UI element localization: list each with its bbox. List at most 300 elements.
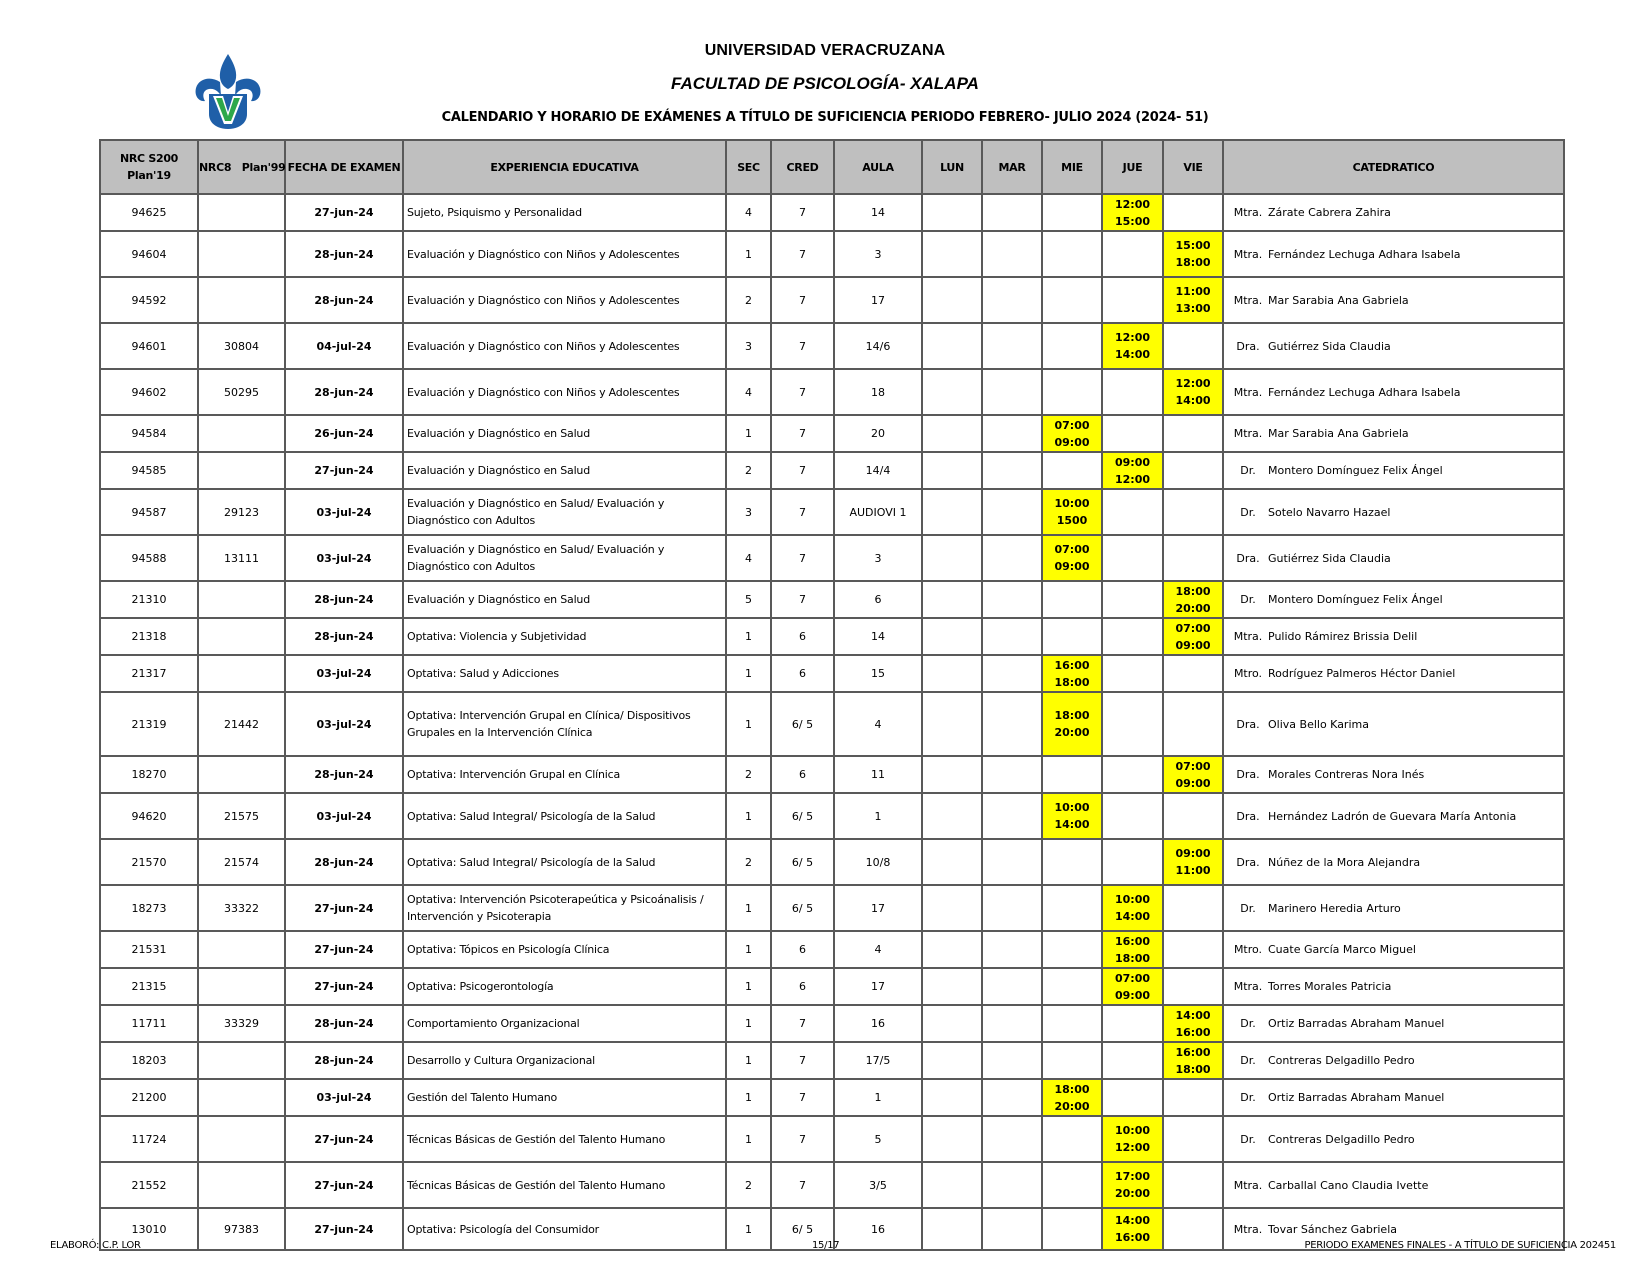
col-header-teacher: CATEDRATICO: [1223, 140, 1564, 194]
exam-end-time: 09:00: [1175, 638, 1211, 652]
cell-teacher: [1223, 231, 1564, 277]
cell-exam-time-jue: [1102, 452, 1163, 489]
cell-nrc-plan99: 13111: [198, 535, 285, 581]
exam-end-time: 13:00: [1175, 302, 1211, 315]
cell-nrc-plan99: [198, 277, 285, 323]
cell-exam-date: 27-jun-24: [285, 885, 403, 931]
cell-day-vie: [1163, 1079, 1223, 1116]
cell-day-mie: [1042, 968, 1102, 1005]
teacher-title: Dra.: [1236, 809, 1260, 823]
cell-day-lun: [922, 968, 982, 1005]
teacher-title: Dr.: [1240, 505, 1256, 519]
exam-start-time: 07:00: [1114, 971, 1150, 985]
table-row: [100, 194, 1564, 231]
cell-classroom: 4: [834, 692, 922, 756]
cell-nrc-plan99: 33322: [198, 885, 285, 931]
cell-section: 4: [726, 369, 771, 415]
table-row: [100, 1116, 1564, 1162]
cell-credits: 6: [771, 756, 834, 793]
teacher-title: Mtra.: [1233, 293, 1263, 307]
cell-exam-date: 03-jul-24: [285, 489, 403, 535]
cell-day-mar: [982, 1042, 1042, 1079]
cell-day-mar: [982, 369, 1042, 415]
exam-end-time: 14:00: [1114, 348, 1150, 361]
col-header-section: SEC: [726, 140, 771, 194]
cell-exam-date: 04-jul-24: [285, 323, 403, 369]
teacher-title: Dr.: [1240, 1132, 1256, 1146]
cell-day-mie: [1042, 277, 1102, 323]
cell-exam-time-mie: [1042, 793, 1102, 839]
cell-day-lun: [922, 535, 982, 581]
cell-nrc-plan19: 21317: [100, 655, 198, 692]
cell-teacher: [1223, 489, 1564, 535]
teacher-name: Fernández Lechuga Adhara Isabela: [1268, 247, 1461, 261]
cell-exam-date: 28-jun-24: [285, 756, 403, 793]
table-row: [100, 692, 1564, 756]
teacher-name: Cuate García Marco Miguel: [1268, 943, 1416, 956]
table-row: [100, 452, 1564, 489]
cell-day-mie: [1042, 452, 1102, 489]
cell-section: 1: [726, 1116, 771, 1162]
cell-day-jue: [1102, 839, 1163, 885]
teacher-title: Dra.: [1236, 855, 1260, 869]
cell-classroom: 5: [834, 1116, 922, 1162]
cell-teacher: [1223, 1005, 1564, 1042]
table-row: [100, 581, 1564, 618]
cell-nrc-plan99: 21574: [198, 839, 285, 885]
cell-day-mar: [982, 415, 1042, 452]
cell-section: 1: [726, 1079, 771, 1116]
cell-credits: 6/ 5: [771, 839, 834, 885]
table-row: [100, 369, 1564, 415]
exam-start-time: 07:00: [1175, 621, 1211, 635]
cell-day-mar: [982, 885, 1042, 931]
exam-start-time: 09:00: [1175, 847, 1211, 860]
cell-classroom: 14: [834, 618, 922, 655]
cell-course: Técnicas Básicas de Gestión del Talento Humano: [403, 1116, 726, 1162]
col-header-exam-date: FECHA DE EXAMEN: [285, 140, 403, 194]
cell-course: Optativa: Violencia y Subjetividad: [403, 618, 726, 655]
cell-credits: 7: [771, 489, 834, 535]
cell-exam-time-vie: [1163, 618, 1223, 655]
cell-nrc-plan19: 21531: [100, 931, 198, 968]
exam-start-time: 11:00: [1175, 285, 1211, 298]
cell-classroom: 17: [834, 968, 922, 1005]
cell-day-lun: [922, 1005, 982, 1042]
teacher-title: Mtra.: [1233, 980, 1263, 993]
cell-day-jue: [1102, 231, 1163, 277]
cell-nrc-plan99: [198, 968, 285, 1005]
cell-exam-time-jue: [1102, 931, 1163, 968]
cell-section: 1: [726, 885, 771, 931]
cell-day-vie: [1163, 692, 1223, 756]
cell-day-mie: [1042, 618, 1102, 655]
teacher-name: Mar Sarabia Ana Gabriela: [1268, 427, 1409, 440]
cell-nrc-plan19: 18270: [100, 756, 198, 793]
teacher-name: Contreras Delgadillo Pedro: [1268, 1132, 1415, 1146]
teacher-title: Mtra.: [1233, 630, 1263, 643]
cell-day-mar: [982, 581, 1042, 618]
cell-nrc-plan99: 21575: [198, 793, 285, 839]
cell-day-vie: [1163, 655, 1223, 692]
cell-day-lun: [922, 489, 982, 535]
cell-exam-date: 28-jun-24: [285, 839, 403, 885]
cell-exam-date: 28-jun-24: [285, 581, 403, 618]
cell-nrc-plan19: 21318: [100, 618, 198, 655]
table-header-row: [100, 140, 1564, 194]
exam-end-time: 18:00: [1175, 1062, 1211, 1076]
cell-day-lun: [922, 1208, 982, 1250]
cell-course: Evaluación y Diagnóstico con Niños y Adolescentes: [403, 277, 726, 323]
cell-exam-date: 03-jul-24: [285, 1079, 403, 1116]
cell-teacher: [1223, 194, 1564, 231]
exam-end-time: 18:00: [1175, 256, 1211, 269]
exam-end-time: 14:00: [1175, 394, 1211, 407]
cell-credits: 7: [771, 581, 834, 618]
cell-section: 5: [726, 581, 771, 618]
exam-start-time: 07:00: [1175, 759, 1211, 773]
exam-start-time: 10:00: [1054, 497, 1090, 510]
exam-start-time: 09:00: [1114, 455, 1150, 469]
exam-schedule-table: [99, 139, 1565, 1251]
col-header-nrc-plan99: NRC8 Plan'99: [198, 140, 285, 194]
cell-day-lun: [922, 692, 982, 756]
exam-start-time: 17:00: [1114, 1170, 1150, 1183]
cell-day-mar: [982, 968, 1042, 1005]
col-header-wednesday: MIE: [1042, 140, 1102, 194]
cell-day-jue: [1102, 756, 1163, 793]
cell-exam-time-vie: [1163, 1042, 1223, 1079]
table-row: [100, 1162, 1564, 1208]
faculty-name: FACULTAD DE PSICOLOGÍA- XALAPA: [671, 74, 979, 93]
cell-day-mar: [982, 535, 1042, 581]
exam-end-time: 15:00: [1114, 214, 1150, 228]
cell-exam-date: 28-jun-24: [285, 618, 403, 655]
cell-classroom: 3/5: [834, 1162, 922, 1208]
cell-exam-date: 26-jun-24: [285, 415, 403, 452]
teacher-title: Mtra.: [1233, 385, 1263, 399]
cell-nrc-plan99: [198, 1042, 285, 1079]
cell-exam-time-vie: [1163, 581, 1223, 618]
col-header-classroom: AULA: [834, 140, 922, 194]
exam-start-time: 12:00: [1175, 377, 1211, 390]
cell-course: Optativa: Salud Integral/ Psicología de la Salud: [403, 839, 726, 885]
cell-classroom: 14/6: [834, 323, 922, 369]
exam-start-time: 15:00: [1175, 239, 1211, 252]
cell-teacher: [1223, 369, 1564, 415]
cell-teacher: [1223, 885, 1564, 931]
exam-end-time: 11:00: [1175, 864, 1211, 877]
cell-day-mie: [1042, 839, 1102, 885]
cell-teacher: [1223, 581, 1564, 618]
cell-day-jue: [1102, 489, 1163, 535]
cell-teacher: [1223, 793, 1564, 839]
cell-nrc-plan19: 21570: [100, 839, 198, 885]
cell-classroom: AUDIOVI 1: [834, 489, 922, 535]
table-row: [100, 489, 1564, 535]
cell-course: Evaluación y Diagnóstico en Salud/ Evaluación y Diagnóstico con Adultos: [403, 489, 726, 535]
cell-credits: 7: [771, 231, 834, 277]
cell-teacher: [1223, 1042, 1564, 1079]
exam-end-time: 09:00: [1175, 776, 1211, 790]
cell-credits: 7: [771, 415, 834, 452]
cell-day-mie: [1042, 194, 1102, 231]
cell-day-vie: [1163, 194, 1223, 231]
exam-end-time: 16:00: [1114, 1231, 1150, 1244]
teacher-name: Sotelo Navarro Hazael: [1268, 505, 1391, 519]
teacher-title: Dra.: [1236, 551, 1260, 565]
cell-teacher: [1223, 1162, 1564, 1208]
teacher-name: Morales Contreras Nora Inés: [1268, 768, 1425, 781]
table-row: [100, 277, 1564, 323]
cell-day-mar: [982, 277, 1042, 323]
exam-start-time: 16:00: [1114, 934, 1150, 948]
cell-classroom: 20: [834, 415, 922, 452]
cell-exam-date: 27-jun-24: [285, 194, 403, 231]
exam-start-time: 10:00: [1114, 893, 1150, 906]
cell-nrc-plan19: 21200: [100, 1079, 198, 1116]
cell-course: Optativa: Tópicos en Psicología Clínica: [403, 931, 726, 968]
cell-day-jue: [1102, 793, 1163, 839]
cell-day-vie: [1163, 452, 1223, 489]
cell-section: 2: [726, 839, 771, 885]
cell-section: 1: [726, 655, 771, 692]
table-row: [100, 1079, 1564, 1116]
cell-section: 1: [726, 968, 771, 1005]
cell-exam-date: 28-jun-24: [285, 369, 403, 415]
cell-classroom: 3: [834, 231, 922, 277]
cell-day-mar: [982, 194, 1042, 231]
cell-day-lun: [922, 931, 982, 968]
cell-nrc-plan19: 18273: [100, 885, 198, 931]
teacher-name: Gutiérrez Sida Claudia: [1268, 551, 1391, 565]
cell-exam-date: 28-jun-24: [285, 1005, 403, 1042]
cell-credits: 7: [771, 1079, 834, 1116]
exam-end-time: 20:00: [1054, 726, 1090, 739]
cell-day-lun: [922, 1079, 982, 1116]
cell-day-mar: [982, 793, 1042, 839]
cell-exam-time-vie: [1163, 756, 1223, 793]
cell-exam-date: 03-jul-24: [285, 655, 403, 692]
exam-start-time: 14:00: [1114, 1214, 1150, 1227]
cell-classroom: 3: [834, 535, 922, 581]
cell-day-vie: [1163, 415, 1223, 452]
cell-classroom: 6: [834, 581, 922, 618]
cell-day-mie: [1042, 323, 1102, 369]
cell-day-mar: [982, 1079, 1042, 1116]
cell-exam-time-jue: [1102, 1116, 1163, 1162]
cell-credits: 7: [771, 277, 834, 323]
cell-nrc-plan99: [198, 756, 285, 793]
cell-teacher: [1223, 452, 1564, 489]
cell-course: Gestión del Talento Humano: [403, 1079, 726, 1116]
cell-section: 4: [726, 194, 771, 231]
cell-day-jue: [1102, 581, 1163, 618]
teacher-name: Gutiérrez Sida Claudia: [1268, 339, 1391, 353]
table-row: [100, 1042, 1564, 1079]
cell-teacher: [1223, 323, 1564, 369]
cell-section: 2: [726, 756, 771, 793]
exam-end-time: 16:00: [1175, 1025, 1211, 1039]
table-row: [100, 839, 1564, 885]
cell-day-lun: [922, 885, 982, 931]
cell-credits: 7: [771, 535, 834, 581]
cell-nrc-plan19: 21552: [100, 1162, 198, 1208]
cell-day-mar: [982, 489, 1042, 535]
cell-nrc-plan19: 18203: [100, 1042, 198, 1079]
cell-exam-time-jue: [1102, 1208, 1163, 1250]
cell-credits: 6/ 5: [771, 692, 834, 756]
cell-course: Técnicas Básicas de Gestión del Talento Humano: [403, 1162, 726, 1208]
cell-classroom: 16: [834, 1005, 922, 1042]
cell-exam-time-vie: [1163, 277, 1223, 323]
cell-nrc-plan99: [198, 931, 285, 968]
teacher-title: Mtra.: [1233, 206, 1263, 219]
cell-classroom: 16: [834, 1208, 922, 1250]
cell-nrc-plan19: 94585: [100, 452, 198, 489]
cell-nrc-plan99: [198, 655, 285, 692]
cell-day-lun: [922, 323, 982, 369]
cell-nrc-plan99: [198, 581, 285, 618]
cell-exam-time-jue: [1102, 194, 1163, 231]
cell-nrc-plan19: 21310: [100, 581, 198, 618]
cell-teacher: [1223, 415, 1564, 452]
cell-nrc-plan19: 94604: [100, 231, 198, 277]
teacher-name: Ortiz Barradas Abraham Manuel: [1268, 1017, 1445, 1030]
cell-day-lun: [922, 839, 982, 885]
cell-credits: 7: [771, 1116, 834, 1162]
cell-nrc-plan99: [198, 1079, 285, 1116]
cell-teacher: [1223, 1116, 1564, 1162]
exam-end-time: 14:00: [1114, 910, 1150, 923]
cell-day-vie: [1163, 1162, 1223, 1208]
cell-course: Optativa: Salud Integral/ Psicología de la Salud: [403, 793, 726, 839]
teacher-title: Mtro.: [1233, 667, 1263, 680]
cell-teacher: [1223, 1079, 1564, 1116]
table-row: [100, 968, 1564, 1005]
teacher-name: Mar Sarabia Ana Gabriela: [1268, 293, 1409, 307]
cell-teacher: [1223, 756, 1564, 793]
cell-day-vie: [1163, 968, 1223, 1005]
cell-exam-time-vie: [1163, 231, 1223, 277]
teacher-title: Dr.: [1240, 593, 1256, 606]
col-header-course: EXPERIENCIA EDUCATIVA: [403, 140, 726, 194]
cell-course: Optativa: Salud y Adicciones: [403, 655, 726, 692]
cell-nrc-plan19: 94625: [100, 194, 198, 231]
cell-exam-date: 27-jun-24: [285, 1208, 403, 1250]
table-row: [100, 535, 1564, 581]
cell-day-mie: [1042, 369, 1102, 415]
cell-teacher: [1223, 931, 1564, 968]
teacher-name: Oliva Bello Karima: [1268, 717, 1369, 731]
table-row: [100, 618, 1564, 655]
cell-day-jue: [1102, 1079, 1163, 1116]
cell-day-lun: [922, 1162, 982, 1208]
teacher-title: Dra.: [1236, 717, 1260, 731]
cell-course: Optativa: Intervención Grupal en Clínica: [403, 756, 726, 793]
cell-exam-time-jue: [1102, 885, 1163, 931]
cell-exam-date: 03-jul-24: [285, 535, 403, 581]
cell-section: 1: [726, 931, 771, 968]
cell-day-mie: [1042, 581, 1102, 618]
cell-day-mar: [982, 756, 1042, 793]
cell-nrc-plan19: 94584: [100, 415, 198, 452]
teacher-title: Mtra.: [1233, 427, 1263, 440]
cell-nrc-plan99: 33329: [198, 1005, 285, 1042]
cell-classroom: 14/4: [834, 452, 922, 489]
exam-start-time: 12:00: [1114, 331, 1150, 344]
teacher-name: Contreras Delgadillo Pedro: [1268, 1054, 1415, 1067]
cell-day-mie: [1042, 931, 1102, 968]
cell-day-mar: [982, 839, 1042, 885]
cell-course: Evaluación y Diagnóstico con Niños y Adolescentes: [403, 369, 726, 415]
cell-exam-date: 03-jul-24: [285, 692, 403, 756]
teacher-name: Marinero Heredia Arturo: [1268, 901, 1401, 915]
exam-end-time: 12:00: [1114, 1141, 1150, 1154]
exam-end-time: 12:00: [1114, 472, 1150, 486]
cell-exam-time-vie: [1163, 1005, 1223, 1042]
col-header-tuesday: MAR: [982, 140, 1042, 194]
cell-section: 2: [726, 452, 771, 489]
cell-classroom: 10/8: [834, 839, 922, 885]
teacher-name: Montero Domínguez Felix Ángel: [1268, 593, 1443, 606]
cell-day-jue: [1102, 277, 1163, 323]
col-header-credits: CRED: [771, 140, 834, 194]
cell-exam-time-mie: [1042, 415, 1102, 452]
cell-day-vie: [1163, 885, 1223, 931]
col-header-nrc-plan19: NRC S200 Plan'19: [100, 140, 198, 194]
cell-day-mar: [982, 931, 1042, 968]
teacher-title: Dr.: [1240, 1091, 1256, 1104]
teacher-title: Dr.: [1240, 1017, 1256, 1030]
cell-day-mar: [982, 692, 1042, 756]
cell-day-mie: [1042, 1162, 1102, 1208]
cell-course: Optativa: Intervención Psicoterapeútica y Psicoánalisis / Intervención y Psicoterapia: [403, 885, 726, 931]
cell-credits: 7: [771, 452, 834, 489]
exam-start-time: 10:00: [1114, 1124, 1150, 1137]
teacher-name: Pulido Rámirez Brissia Delil: [1268, 630, 1418, 643]
col-header-friday: VIE: [1163, 140, 1223, 194]
exam-end-time: 20:00: [1175, 601, 1211, 615]
cell-classroom: 17: [834, 885, 922, 931]
cell-credits: 7: [771, 323, 834, 369]
cell-classroom: 14: [834, 194, 922, 231]
exam-end-time: 1500: [1056, 514, 1088, 527]
cell-course: Evaluación y Diagnóstico en Salud: [403, 415, 726, 452]
teacher-title: Dr.: [1240, 1054, 1256, 1067]
teacher-title: Dra.: [1236, 339, 1260, 353]
cell-exam-time-mie: [1042, 535, 1102, 581]
cell-credits: 7: [771, 194, 834, 231]
exam-start-time: 14:00: [1175, 1008, 1211, 1022]
teacher-name: Fernández Lechuga Adhara Isabela: [1268, 385, 1461, 399]
cell-day-vie: [1163, 323, 1223, 369]
cell-classroom: 4: [834, 931, 922, 968]
cell-credits: 6/ 5: [771, 793, 834, 839]
cell-nrc-plan99: [198, 618, 285, 655]
cell-day-mie: [1042, 756, 1102, 793]
cell-day-lun: [922, 452, 982, 489]
cell-credits: 7: [771, 1042, 834, 1079]
cell-exam-date: 28-jun-24: [285, 231, 403, 277]
teacher-name: Hernández Ladrón de Guevara María Antonia: [1268, 809, 1517, 823]
cell-course: Optativa: Psicología del Consumidor: [403, 1208, 726, 1250]
cell-course: Evaluación y Diagnóstico en Salud: [403, 581, 726, 618]
cell-classroom: 1: [834, 1079, 922, 1116]
teacher-name: Núñez de la Mora Alejandra: [1268, 855, 1421, 869]
exam-end-time: 09:00: [1114, 988, 1150, 1002]
cell-exam-time-mie: [1042, 489, 1102, 535]
